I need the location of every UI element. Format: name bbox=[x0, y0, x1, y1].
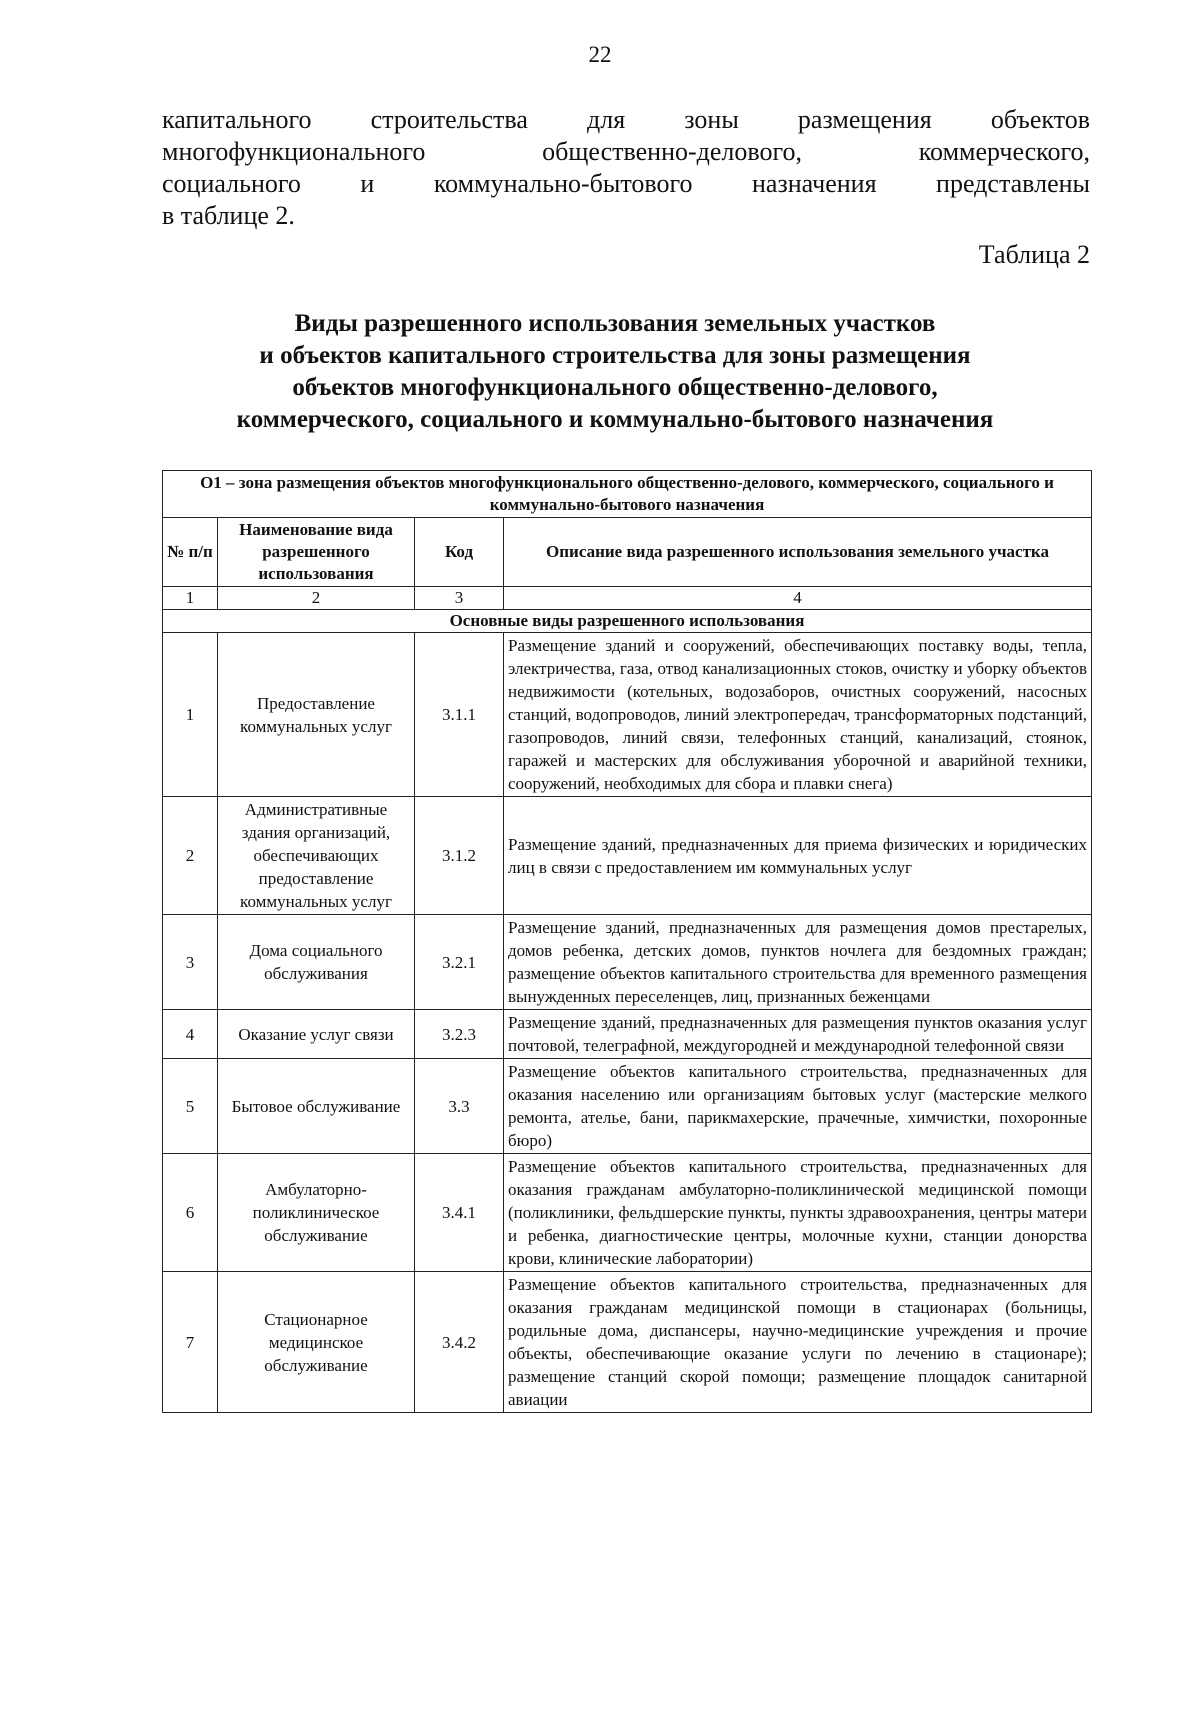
row-name: Административные здания организаций, обеспечивающих предоставление коммунальных услуг bbox=[218, 797, 415, 915]
title-line: и объектов капитального строительства для зоны размещения bbox=[259, 342, 971, 369]
title-line: объектов многофункционального общественно-делового, bbox=[292, 374, 938, 401]
row-number: 5 bbox=[163, 1059, 218, 1154]
title-line: коммерческого, социального и коммунально-бытового назначения bbox=[236, 406, 994, 433]
table-row bbox=[163, 1272, 1092, 1413]
row-name: Бытовое обслуживание bbox=[218, 1059, 415, 1154]
row-code: 3.3 bbox=[415, 1059, 504, 1154]
row-code: 3.4.1 bbox=[415, 1154, 504, 1272]
row-name: Оказание услуг связи bbox=[218, 1010, 415, 1059]
row-description: Размещение объектов капитального строительства, предназначенных для оказания гражданам амбулаторно-поликлинической медицинской помощи (поликлиники, фельдшерские пункты, пункты здравоохранения, центры матери и ребенка, диагностические центры, молочные кухни, станции донорства крови, клинические лаборатории) bbox=[504, 1154, 1092, 1272]
row-name: Предоставление коммунальных услуг bbox=[218, 633, 415, 797]
row-code: 3.2.3 bbox=[415, 1010, 504, 1059]
table-row bbox=[163, 633, 1092, 797]
row-description: Размещение объектов капитального строительства, предназначенных для оказания гражданам медицинской помощи в стационарах (больницы, родильные дома, диспансеры, научно-медицинские учреждения и прочие объекты, обеспечивающие оказание услуги по лечению в стационаре); размещение станций скорой помощи; размещение площадок санитарной авиации bbox=[504, 1272, 1092, 1413]
intro-line: в таблице 2. bbox=[162, 201, 295, 230]
row-number: 4 bbox=[163, 1010, 218, 1059]
title-line: Виды разрешенного использования земельных участков bbox=[294, 310, 936, 337]
land-use-table bbox=[162, 470, 1092, 1413]
table-row bbox=[163, 1059, 1092, 1154]
table-label: Таблица 2 bbox=[978, 240, 1090, 269]
table-row bbox=[163, 1154, 1092, 1272]
zone-header-row bbox=[163, 471, 1092, 518]
section-title: Основные виды разрешенного использования bbox=[163, 610, 1092, 633]
col-number: 4 bbox=[504, 587, 1092, 610]
zone-header: О1 – зона размещения объектов многофункционального общественно-делового, коммерческого, социального и коммунально-бытового назначения bbox=[163, 471, 1092, 518]
col-number: 1 bbox=[163, 587, 218, 610]
row-code: 3.4.2 bbox=[415, 1272, 504, 1413]
row-name: Амбулаторно-поликлиническое обслуживание bbox=[218, 1154, 415, 1272]
col-number: 2 bbox=[218, 587, 415, 610]
column-number-row bbox=[163, 587, 1092, 610]
row-description: Размещение зданий, предназначенных для размещения пунктов оказания услуг почтовой, телеграфной, междугородней и международной телефонной связи bbox=[504, 1010, 1092, 1059]
table-row bbox=[163, 915, 1092, 1010]
row-code: 3.1.2 bbox=[415, 797, 504, 915]
table-row bbox=[163, 1010, 1092, 1059]
page-number: 22 bbox=[588, 42, 612, 67]
row-number: 1 bbox=[163, 633, 218, 797]
intro-line: социального и коммунально-бытового назначения представлены bbox=[162, 169, 1090, 198]
row-description: Размещение зданий, предназначенных для размещения домов престарелых, домов ребенка, детских домов, пунктов ночлега для бездомных граждан; размещение объектов капитального строительства для временного размещения вынужденных переселенцев, лиц, признанных беженцами bbox=[504, 915, 1092, 1010]
row-description: Размещение объектов капитального строительства, предназначенных для оказания населению или организациям бытовых услуг (мастерские мелкого ремонта, ателье, бани, парикмахерские, прачечные, химчистки, похоронные бюро) bbox=[504, 1059, 1092, 1154]
row-description: Размещение зданий и сооружений, обеспечивающих поставку воды, тепла, электричества, газа, отвод канализационных стоков, очистку и уборку объектов недвижимости (котельных, водозаборов, очистных сооружений, насосных станций, водопроводов, линий электропередач, трансформаторных подстанций, газопроводов, линий связи, телефонных станций, канализаций, стоянок, гаражей и мастерских для обслуживания уборочной и аварийной техники, сооружений, необходимых для сбора и плавки снега) bbox=[504, 633, 1092, 797]
col-header-num: № п/п bbox=[163, 518, 218, 587]
intro-line: капитального строительства для зоны размещения объектов bbox=[162, 105, 1090, 134]
intro-paragraph bbox=[162, 104, 1090, 232]
col-header-name: Наименование вида разрешенного использования bbox=[218, 518, 415, 587]
row-number: 6 bbox=[163, 1154, 218, 1272]
col-header-code: Код bbox=[415, 518, 504, 587]
row-name: Дома социального обслуживания bbox=[218, 915, 415, 1010]
row-code: 3.2.1 bbox=[415, 915, 504, 1010]
row-number: 3 bbox=[163, 915, 218, 1010]
intro-line: многофункционального общественно-делового, коммерческого, bbox=[162, 137, 1090, 166]
col-header-desc: Описание вида разрешенного использования земельного участка bbox=[504, 518, 1092, 587]
row-name: Стационарное медицинское обслуживание bbox=[218, 1272, 415, 1413]
row-code: 3.1.1 bbox=[415, 633, 504, 797]
document-title bbox=[140, 308, 1090, 436]
section-row bbox=[163, 610, 1092, 633]
table-row bbox=[163, 797, 1092, 915]
row-description: Размещение зданий, предназначенных для приема физических и юридических лиц в связи с предоставлением им коммунальных услуг bbox=[504, 797, 1092, 915]
column-header-row bbox=[163, 518, 1092, 587]
row-number: 7 bbox=[163, 1272, 218, 1413]
row-number: 2 bbox=[163, 797, 218, 915]
col-number: 3 bbox=[415, 587, 504, 610]
